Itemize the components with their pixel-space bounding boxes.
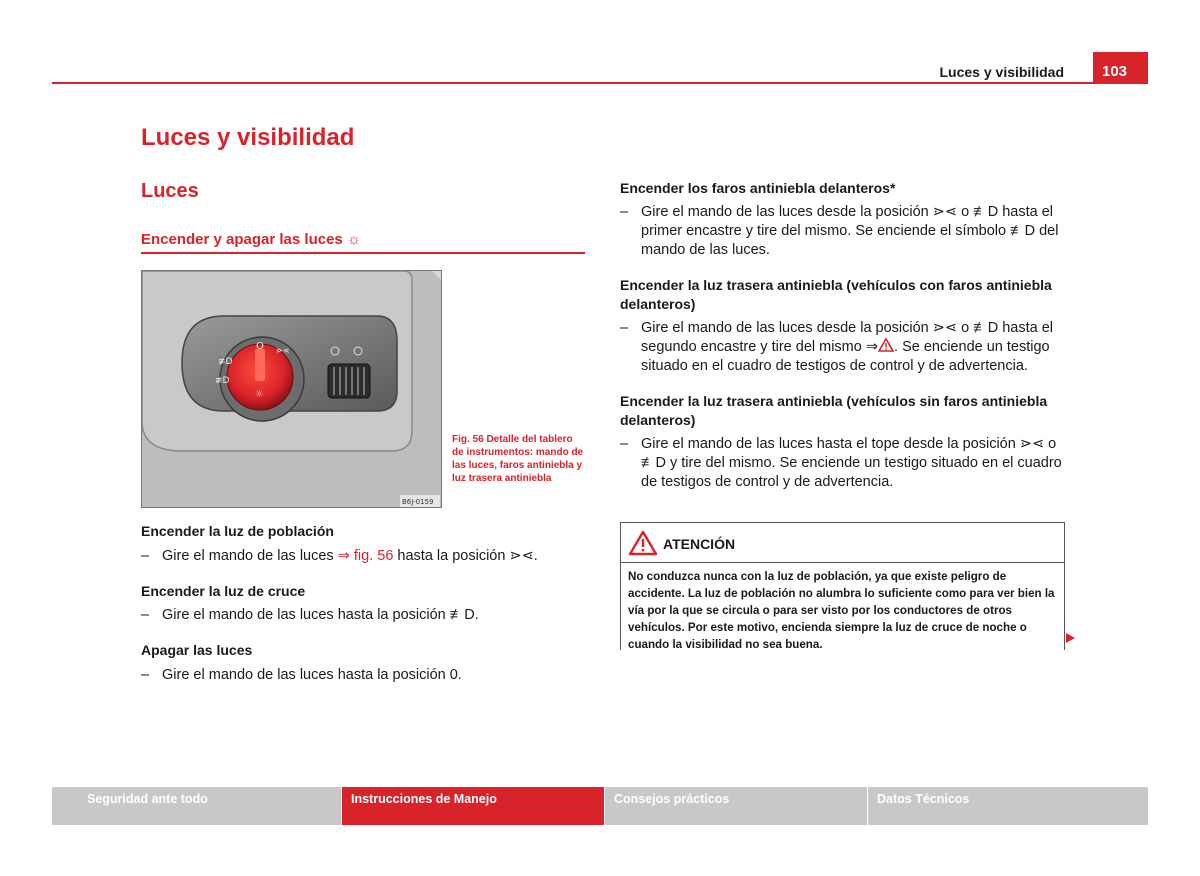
item-rear-fog-without bbox=[620, 435, 1065, 492]
rear-fog-symbol: ≢D bbox=[215, 376, 230, 386]
item-low-beam bbox=[141, 606, 585, 625]
tab-instrucciones[interactable]: Instrucciones de Manejo bbox=[342, 787, 604, 825]
figure-code: B6J-0159 bbox=[402, 498, 434, 506]
heading-front-fog: Encender los faros antiniebla delanteros* bbox=[620, 180, 896, 196]
warning-header bbox=[621, 523, 1064, 563]
item-text: Gire el mando de las luces hasta la posición ≢D. bbox=[162, 607, 479, 623]
item-text: Gire el mando de las luces bbox=[162, 548, 338, 564]
dash: – bbox=[620, 436, 629, 452]
dash: – bbox=[141, 607, 150, 623]
item-text: Gire el mando de las luces hasta la posición 0. bbox=[162, 667, 462, 683]
front-fog-symbol: ≢D bbox=[218, 357, 233, 367]
tab-consejos[interactable]: Consejos prácticos bbox=[605, 787, 867, 825]
section-title: Luces bbox=[141, 180, 199, 202]
dash: – bbox=[620, 320, 629, 336]
running-header-title: Luces y visibilidad bbox=[939, 64, 1064, 80]
item-lights-off bbox=[141, 666, 585, 685]
item-text-end: . Se enciende un testigo situado en el cuadro de testigos de control y de advertencia. bbox=[641, 339, 1050, 374]
knob-bottom-symbol: ☼ bbox=[255, 389, 264, 400]
tab-seguridad[interactable]: Seguridad ante todo bbox=[52, 787, 341, 825]
item-text: Gire el mando de las luces desde la posición ⋗⋖ o ≢D hasta el segundo encastre y tire del mismo ⇒ bbox=[641, 320, 1053, 355]
heading-rear-fog-without: Encender la luz trasera antiniebla (vehículos sin faros antiniebla delanteros) bbox=[620, 393, 1048, 428]
subsection-title bbox=[141, 231, 361, 248]
knob-position-0: O bbox=[256, 341, 264, 352]
item-parking-light bbox=[141, 547, 585, 566]
heading-parking-light: Encender la luz de población bbox=[141, 523, 334, 539]
heading-lights-off: Apagar las luces bbox=[141, 642, 253, 658]
item-rear-fog-with bbox=[620, 319, 1065, 376]
tab-datos-tecnicos[interactable]: Datos Técnicos bbox=[868, 787, 1148, 825]
header-rule bbox=[52, 82, 1148, 84]
page-number: 103 bbox=[1093, 52, 1148, 84]
heading-low-beam: Encender la luz de cruce bbox=[141, 583, 306, 599]
light-switch-illustration bbox=[142, 271, 442, 508]
parking-light-symbol: ⋗⋖ bbox=[276, 346, 290, 355]
item-front-fog bbox=[620, 203, 1065, 260]
subsection-rule bbox=[141, 252, 585, 254]
heading-rear-fog-with: Encender la luz trasera antiniebla (vehículos con faros antiniebla delanteros) bbox=[620, 277, 1052, 312]
warning-triangle-icon bbox=[628, 530, 658, 556]
sun-icon: ☼ bbox=[346, 231, 361, 248]
subsection-title-text: Encender y apagar las luces bbox=[141, 231, 343, 248]
dash: – bbox=[141, 548, 150, 564]
figure-56-link[interactable]: ⇒ fig. 56 bbox=[337, 548, 394, 564]
warning-triangle-icon bbox=[878, 338, 894, 352]
figure-caption: Fig. 56 Detalle del tablero de instrumentos: mando de las luces, faros antiniebla y luz trasera antiniebla bbox=[452, 434, 584, 484]
dash: – bbox=[620, 204, 629, 220]
item-text: Gire el mando de las luces desde la posición ⋗⋖ o ≢D hasta el primer encastre y tire del mismo. Se enciende el símbolo ≢D del mando de las luces. bbox=[641, 204, 1059, 258]
item-text-end: hasta la posición ⋗⋖. bbox=[393, 548, 538, 564]
continue-arrow-icon bbox=[1066, 633, 1075, 643]
warning-body: No conduzca nunca con la luz de población, ya que existe peligro de accidente. La luz de población no alumbra lo suficiente como para ver bien la vía por la que se circula o para ser visto por los conductores de otros vehículos. Por este motivo, encienda siempre la luz de cruce de noche o cuando la visibilidad no sea buena. bbox=[621, 563, 1064, 658]
dash: – bbox=[141, 667, 150, 683]
figure-light-switch bbox=[141, 270, 442, 508]
chapter-title: Luces y visibilidad bbox=[141, 124, 355, 151]
warning-box bbox=[620, 522, 1065, 650]
warning-title: ATENCIÓN bbox=[663, 536, 736, 552]
item-text: Gire el mando de las luces hasta el tope desde la posición ⋗⋖ o ≢D y tire del mismo. Se enciende un testigo situado en el cuadro de testigos de control y de advertencia. bbox=[641, 436, 1062, 490]
